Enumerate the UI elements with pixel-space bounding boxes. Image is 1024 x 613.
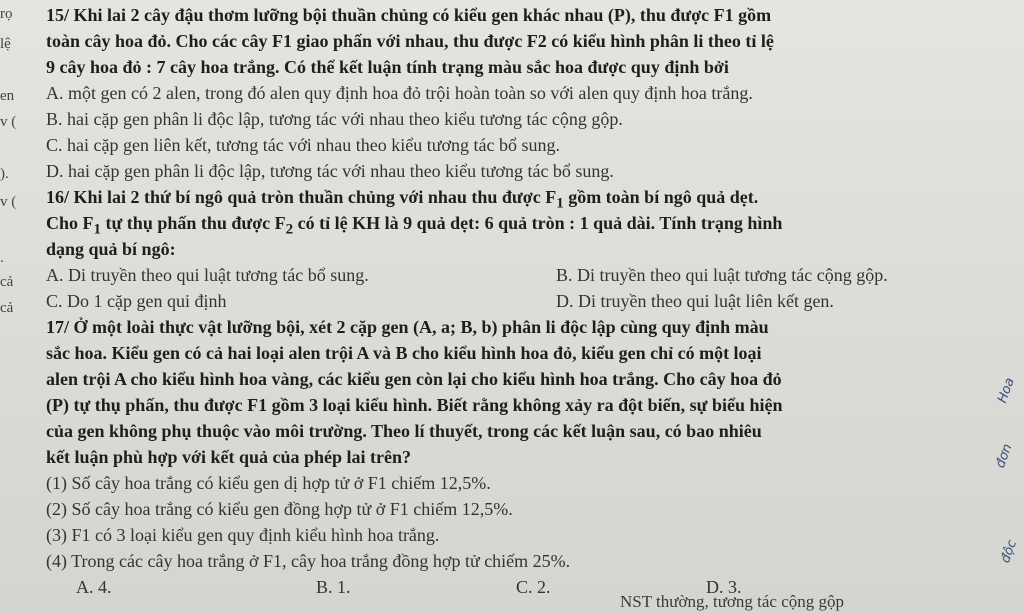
margin-fragment: . xyxy=(0,250,4,266)
handwritten-note: Hoa xyxy=(995,375,1018,406)
q15-line-3: 9 cây hoa đỏ : 7 cây hoa trắng. Có thể kết luận tính trạng màu sắc hoa được quy định bởi xyxy=(46,57,729,77)
q16-line-2-text-mid: tự thụ phấn thu được F xyxy=(101,213,286,233)
q16-subscript: 1 xyxy=(93,221,102,236)
margin-fragment: lệ xyxy=(0,36,11,52)
q16-line-2-text-end: có tỉ lệ KH là 9 quả dẹt: 6 quả tròn : 1 quả dài. Tính trạng hình xyxy=(293,213,783,233)
q15-option-c: C. hai cặp gen liên kết, tương tác với nhau theo kiểu tương tác bổ sung. xyxy=(46,135,560,155)
q16-line-2-text: Cho F xyxy=(46,213,94,233)
q17-statement-3: (3) F1 có 3 loại kiểu gen quy định kiểu hình hoa trắng. xyxy=(46,525,440,545)
q17-statement-1: (1) Số cây hoa trắng có kiểu gen dị hợp tử ở F1 chiếm 12,5%. xyxy=(46,473,491,493)
q17-option-a: A. 4. xyxy=(76,577,112,597)
q17-line-3: alen trội A cho kiểu hình hoa vàng, các kiểu gen còn lại cho kiểu hình hoa trắng. Cho cây hoa đỏ xyxy=(46,369,782,389)
q15-line-2: toàn cây hoa đỏ. Cho các cây F1 giao phấn với nhau, thu được F2 có kiểu hình phân li theo tỉ lệ xyxy=(46,31,774,51)
q17-statement-2: (2) Số cây hoa trắng có kiểu gen đồng hợp tử ở F1 chiếm 12,5%. xyxy=(46,499,513,519)
q15-line-1: 15/ Khi lai 2 cây đậu thơm lưỡng bội thuần chủng có kiểu gen khác nhau (P), thu được F1 gồm xyxy=(46,5,772,25)
margin-fragment: ). xyxy=(0,166,9,182)
q16-line-1 xyxy=(46,184,976,210)
margin-fragment: cả xyxy=(0,274,14,290)
q15-option-b: B. hai cặp gen phân li độc lập, tương tác với nhau theo kiểu tương tác cộng gộp. xyxy=(46,109,623,129)
handwritten-note: độc xyxy=(998,538,1021,566)
margin-fragment: rọ xyxy=(0,6,13,22)
q17-option-d: D. 3. xyxy=(706,577,742,597)
bottom-cut-off-text: NST thường, tương tác cộng gộp xyxy=(620,592,845,611)
q16-option-c: C. Do 1 cặp gen qui định xyxy=(46,291,227,311)
q16-subscript: 1 xyxy=(556,195,564,210)
margin-fragment: v ( xyxy=(0,114,17,130)
q17-option-b: B. 1. xyxy=(316,577,351,597)
q16-line-1-text: 16/ Khi lai 2 thứ bí ngô quả tròn thuần chủng với nhau thu được F xyxy=(46,187,557,207)
q17-line-1: 17/ Ở một loài thực vật lưỡng bội, xét 2 cặp gen (A, a; B, b) phân li độc lập cùng quy định màu xyxy=(46,317,769,337)
q15-option-a: A. một gen có 2 alen, trong đó alen quy định hoa đỏ trội hoàn toàn so với alen quy định hoa trắng. xyxy=(46,83,753,103)
q16-option-b: B. Di truyền theo qui luật tương tác cộng gộp. xyxy=(556,265,888,285)
q16-line-2 xyxy=(46,210,976,236)
q17-option-c: C. 2. xyxy=(516,577,551,597)
handwritten-note: đơn xyxy=(993,442,1016,471)
q17-line-6: kết luận phù hợp với kết quả của phép lai trên? xyxy=(46,447,412,467)
margin-fragment: cả xyxy=(0,300,14,316)
q16-subscript: 2 xyxy=(285,221,294,236)
left-margin-fragments xyxy=(0,0,22,613)
q16-option-a: A. Di truyền theo qui luật tương tác bổ sung. xyxy=(46,265,369,285)
margin-fragment: en xyxy=(0,88,15,104)
margin-fragment: v ( xyxy=(0,194,17,210)
q16-line-1-text-end: gồm toàn bí ngô quả dẹt. xyxy=(563,187,759,207)
question-content xyxy=(46,2,976,600)
q15-option-d: D. hai cặp gen phân li độc lập, tương tác với nhau theo kiểu tương tác bổ sung. xyxy=(46,161,614,181)
q17-line-2: sắc hoa. Kiểu gen có cả hai loại alen trội A và B cho kiểu hình hoa đỏ, kiểu gen chỉ có một loại xyxy=(46,343,762,363)
q16-option-d: D. Di truyền theo qui luật liên kết gen. xyxy=(556,291,834,311)
q16-options-row-2 xyxy=(46,288,976,314)
q16-line-3: dạng quả bí ngô: xyxy=(46,239,176,259)
q16-options-row-1 xyxy=(46,262,976,288)
q17-line-4: (P) tự thụ phấn, thu được F1 gồm 3 loại kiểu hình. Biết rằng không xảy ra đột biến, sự biểu hiện xyxy=(46,395,783,415)
q17-statement-4: (4) Trong các cây hoa trắng ở F1, cây hoa trắng đồng hợp tử chiếm 25%. xyxy=(46,551,571,571)
q17-line-5: của gen không phụ thuộc vào môi trường. Theo lí thuyết, trong các kết luận sau, có bao nhiêu xyxy=(46,421,762,441)
